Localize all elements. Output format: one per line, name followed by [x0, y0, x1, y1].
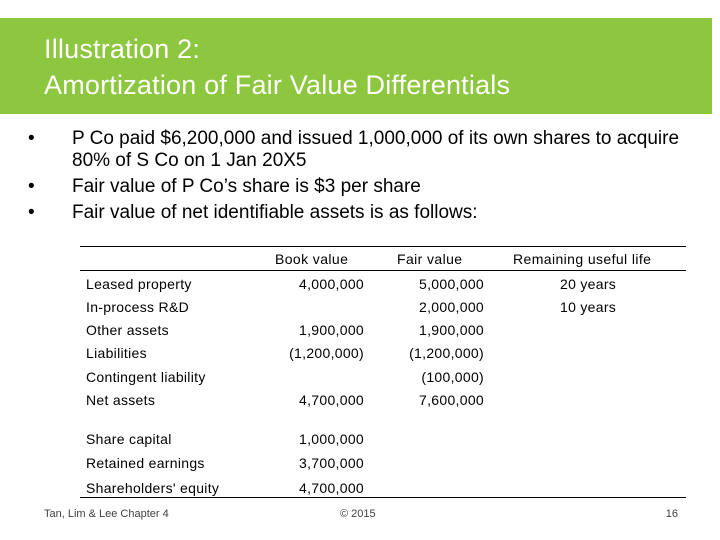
row-label: Other assets: [86, 322, 169, 338]
footer-copyright: © 2015: [340, 508, 376, 520]
table-top-rule: [80, 246, 686, 247]
bullet-item: [28, 128, 708, 172]
fair-value-cell: (1,200,000): [409, 345, 484, 361]
bullet-text: Fair value of P Co’s share is $3 per share: [72, 176, 421, 197]
bullet-item: [28, 176, 708, 198]
title-bar: [0, 18, 712, 114]
book-value-cell: 1,900,000: [299, 322, 364, 338]
bullet-marker: •: [28, 128, 35, 149]
slide-number: 16: [665, 508, 678, 520]
row-label: Leased property: [86, 276, 192, 292]
header-fair-value: Fair value: [397, 251, 463, 267]
fair-value-cell: (100,000): [421, 369, 484, 385]
row-label: Retained earnings: [86, 455, 205, 471]
book-value-cell: 4,700,000: [299, 392, 364, 408]
book-value-cell: 3,700,000: [299, 455, 364, 471]
book-value-cell: 4,700,000: [299, 480, 364, 496]
slide-title-line-1: Illustration 2:: [44, 34, 201, 64]
bullet-item: [28, 202, 708, 224]
slide-title-line-2: Amortization of Fair Value Differentials: [44, 70, 511, 100]
useful-life-cell: 10 years: [560, 299, 617, 315]
book-value-cell: 4,000,000: [299, 276, 364, 292]
header-remaining-life: Remaining useful life: [513, 251, 652, 267]
table-bottom-rule: [80, 497, 686, 498]
book-value-cell: 1,000,000: [299, 431, 364, 447]
footer-source: Tan, Lim & Lee Chapter 4: [44, 508, 169, 520]
table-header-rule: [80, 270, 686, 271]
fair-value-cell: 7,600,000: [419, 392, 484, 408]
book-value-cell: (1,200,000): [289, 345, 364, 361]
row-label: Shareholders' equity: [86, 480, 220, 496]
row-label: Share capital: [86, 431, 172, 447]
fair-value-cell: 5,000,000: [419, 276, 484, 292]
fair-value-cell: 2,000,000: [419, 299, 484, 315]
row-label: Net assets: [86, 392, 156, 408]
bullet-marker: •: [28, 176, 35, 197]
fair-value-cell: 1,900,000: [419, 322, 484, 338]
header-book-value: Book value: [275, 251, 349, 267]
bullet-list: [28, 128, 708, 228]
row-label: In-process R&D: [86, 299, 190, 315]
row-label: Liabilities: [86, 345, 147, 361]
bullet-text: P Co paid $6,200,000 and issued 1,000,000 of its own shares to acquire 80% of S Co on 1 Jan 20X5: [72, 128, 680, 171]
bullet-marker: •: [28, 202, 35, 223]
row-label: Contingent liability: [86, 369, 206, 385]
useful-life-cell: 20 years: [560, 276, 617, 292]
bullet-text: Fair value of net identifiable assets is as follows:: [72, 202, 478, 223]
